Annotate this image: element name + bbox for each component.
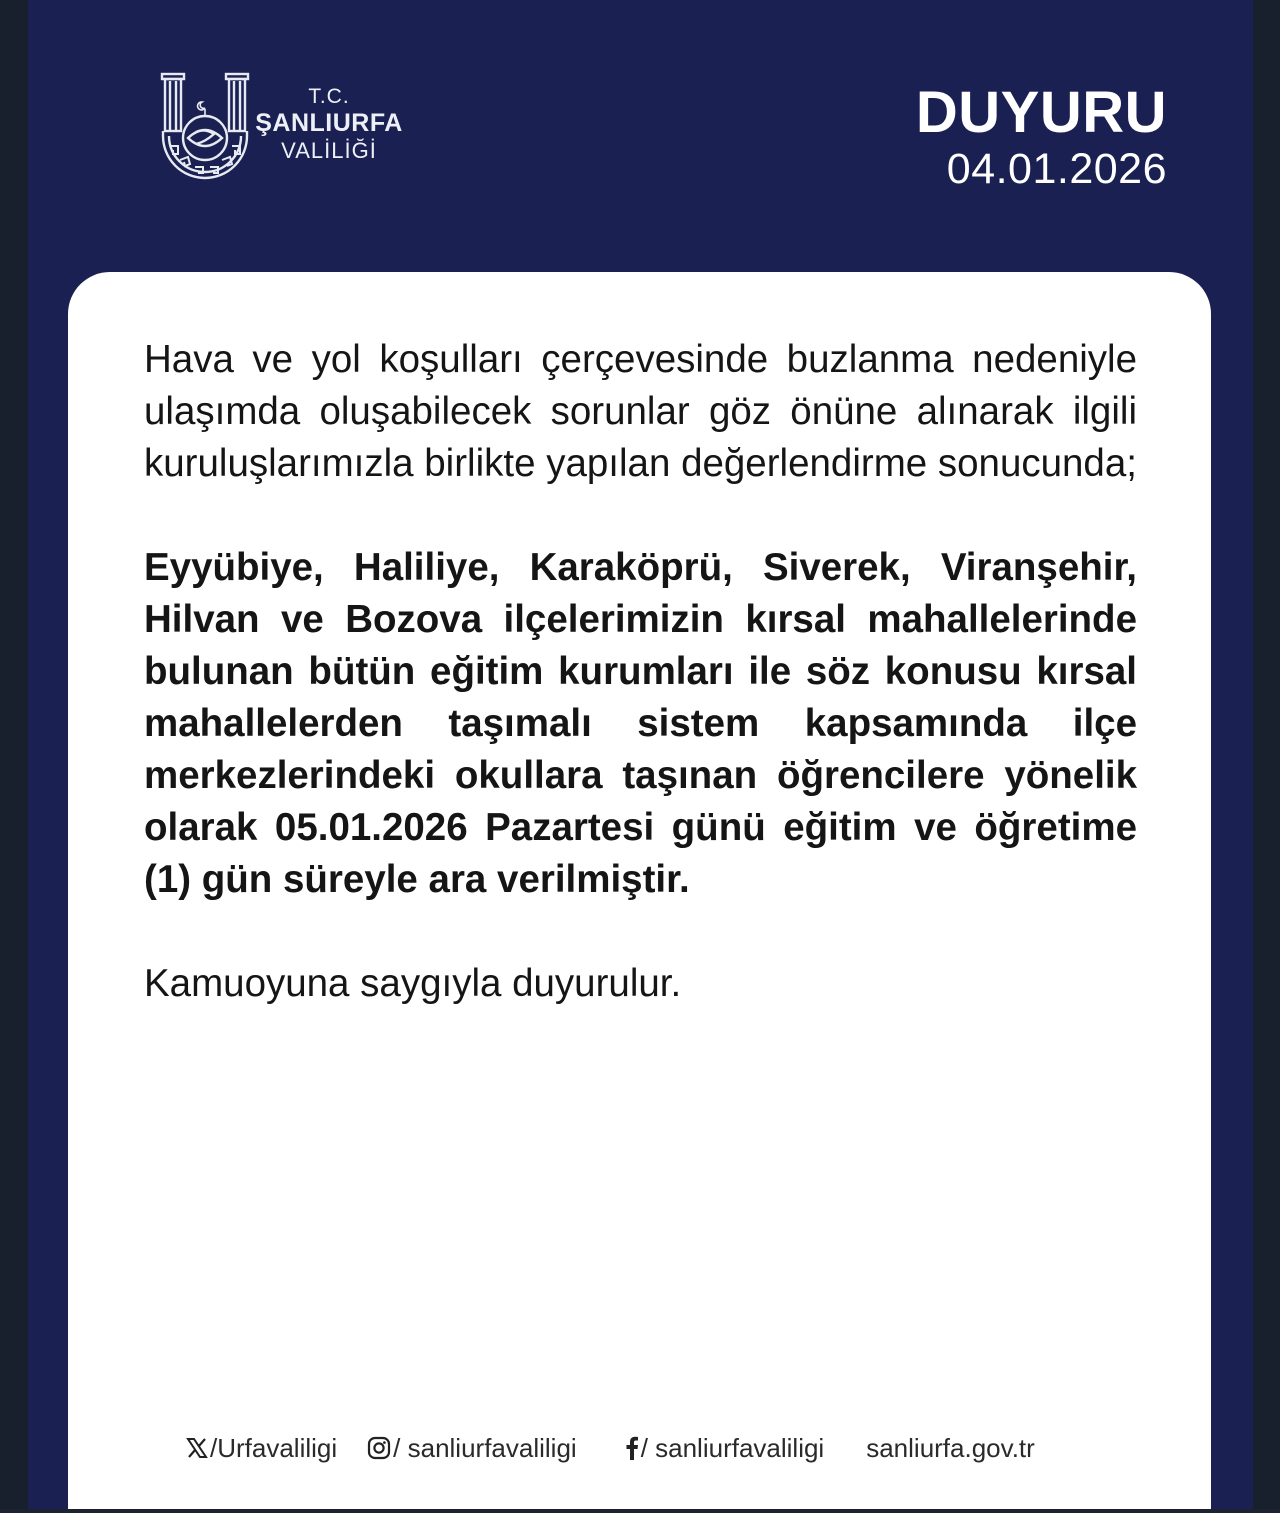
social-link-x[interactable]: [186, 1433, 337, 1464]
sanliurfa-emblem-icon: [160, 72, 250, 182]
instagram-handle: / sanliurfavaliligi: [393, 1432, 577, 1463]
announcement-body: [144, 334, 1137, 1010]
social-link-instagram[interactable]: [367, 1433, 577, 1464]
bottom-edge: [0, 1509, 1280, 1513]
logo-line-office: VALİLİĞİ: [281, 138, 377, 163]
logo-line-tc: T.C.: [308, 85, 350, 108]
announcement-title: DUYURU: [915, 80, 1167, 145]
facebook-handle: / sanliurfavaliligi: [640, 1432, 825, 1463]
intro-paragraph: Hava ve yol koşulları çerçevesinde buzlanma nedeniyle ulaşımda oluşabilecek sorunlar göz önüne alınarak ilgili kuruluşlarımızla birlikte yapılan değerlendirme sonucunda;: [144, 338, 1137, 485]
x-icon: [186, 1437, 208, 1459]
website-link[interactable]: [866, 1433, 1035, 1464]
announcement-card: [68, 272, 1211, 1510]
instagram-icon: [367, 1436, 391, 1460]
website-url: sanliurfa.gov.tr: [866, 1432, 1035, 1463]
facebook-icon: [625, 1436, 639, 1460]
announcement-header: [915, 80, 1167, 193]
announcement-date: 04.01.2026: [946, 145, 1167, 193]
x-handle: /Urfavaliligi: [210, 1432, 338, 1463]
closing-paragraph: Kamuoyuna saygıyla duyurulur.: [144, 962, 682, 1005]
social-link-facebook[interactable]: [625, 1433, 825, 1464]
social-footer: [186, 1430, 1106, 1466]
logo-line-city: ŞANLIURFA: [255, 109, 403, 137]
institution-name: [254, 86, 404, 162]
decision-paragraph: Eyyübiye, Haliliye, Karaköprü, Siverek, Viranşehir, Hilvan ve Bozova ilçelerimizin kırsal mahallelerinde bulunan bütün eğitim kurumları ile söz konusu kırsal mahallelerden taşımalı sistem kapsamında ilçe merkezlerindeki okullara taşınan öğrencilere yönelik olarak 05.01.2026 Pazartesi günü eğitim ve öğretime (1) gün süreyle ara verilmiştir.: [144, 546, 1137, 901]
